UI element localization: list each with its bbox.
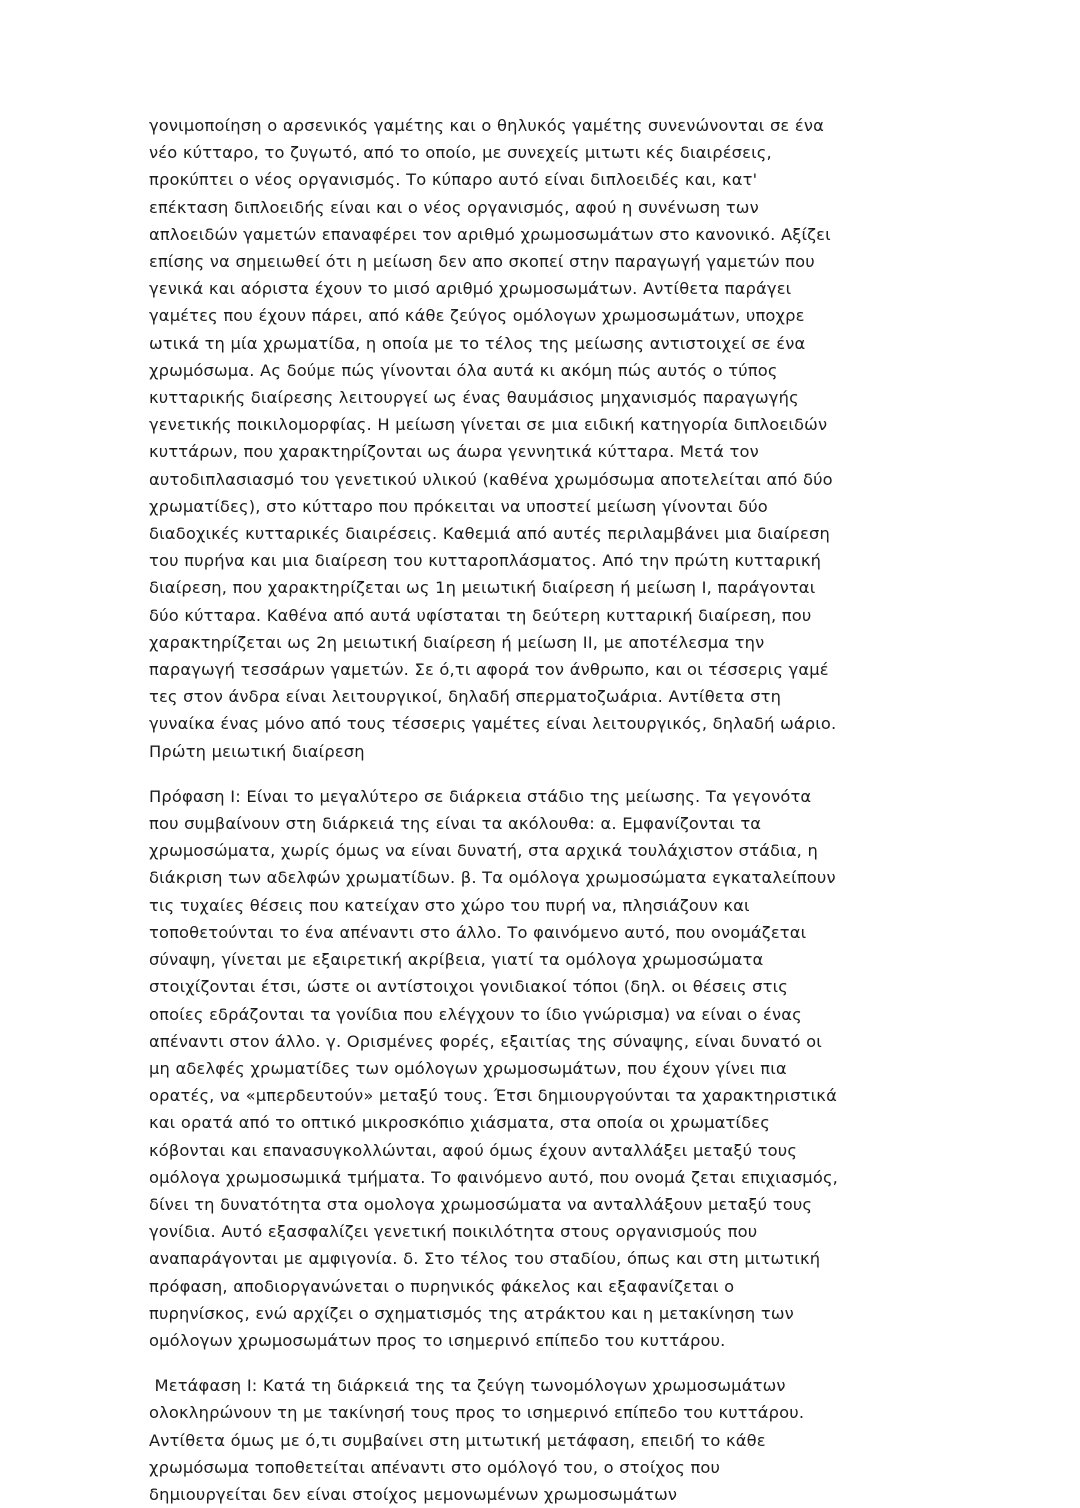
paragraph-3: Μετάφαση I: Κατά τη διάρκειά της τα ζεύγη τωνομόλογων χρωμοσωμάτων ολοκληρώνουν τη με τακίνησή τους προς το ισημερινό επίπεδο του κυττάρου. Αντίθετα όμως με ό,τι συμβαίνει στη μιτωτική μετάφαση, επειδή το κάθε χρωμόσωμα τοποθετείται απέναντι στο ομόλογό του, ο στοίχος που δημιουργείται δεν είναι στοίχος μεμονωμένων χρωμοσωμάτων: [149, 1376, 810, 1504]
paragraph-2: Πρόφαση I: Είναι το μεγαλύτερο σε διάρκεια στάδιο της μείωσης. Τα γεγονότα που συμβαίνουν στη διάρκειά της είναι τα ακόλουθα: α. Εμφανίζονται τα χρωμοσώματα, χωρίς όμως να είναι δυνατή, στα αρχικά τουλάχιστον στάδια, η διάκριση των αδελφών χρωματίδων. β. Τα ομόλογα χρωμοσώματα εγκαταλείπουν τις τυχαίες θέσεις που κατείχαν στο χώρο του πυρή να, πλησιάζουν και τοποθετούνται το ένα απέναντι στο άλλο. Το φαινόμενο αυτό, που ονομάζεται σύναψη, γίνεται με εξαιρετική ακρίβεια, γιατί τα ομόλογα χρωμοσώματα στοιχίζονται έτσι, ώστε οι αντίστοιχοι γονιδιακοί τόποι (δηλ. οι θέσεις στις οποίες εδράζονται τα γονίδια που ελέγχουν το ίδιο γνώρισμα) να είναι ο ένας απέναντι στον άλλο. γ. Ορισμένες φορές, εξαιτίας της σύναψης, είναι δυνατό οι μη αδελφές χρωματίδες των ομόλογων χρωμοσωμάτων, που έχουν γίνει πια ορατές, να «μπερδευτούν» μεταξύ τους. Έτσι δημιουργούνται τα χαρακτηριστικά και ορατά από το οπτικό μικροσκόπιο χιάσματα, στα οποία οι χρωματίδες κόβονται και επανασυγκολλώνται, αφού όμως έχουν ανταλλάξει μεταξύ τους ομόλογα χρωμοσωμικά τμήματα. Το φαινόμενο αυτό, που ονομά ζεται επιχιασμός, δίνει τη δυνατότητα στα ομολογα χρωμοσώματα να ανταλλάξουν μεταξύ τους γονίδια. Αυτό εξασφαλίζει γενετική ποικιλότητα στους οργανισμούς που αναπαράγονται με αμφιγονία. δ. Στο τέλος του σταδίου, όπως και στη μιτωτική πρόφαση, αποδιοργανώνεται ο πυρηνικός φάκελος και εξαφανίζεται ο πυρηνίσκος, ενώ αρχίζει ο σχηματισμός της ατράκτου και η μετακίνηση των ομόλογων χρωμοσωμάτων προς το ισημερινό επίπεδο του κυττάρου.: [149, 786, 844, 1350]
document-text-body: [149, 112, 844, 1508]
paragraph-1: γονιμοποίηση ο αρσενικός γαμέτης και ο θηλυκός γαμέτης συνενώνονται σε ένα νέο κύτταρο, το ζυγωτό, από το οποίο, με συνεχείς μιτωτι κές διαιρέσεις, προκύπτει ο νέος οργανισμός. Το κύπαρο αυτό είναι διπλοειδές και, κατ' επέκταση διπλοειδής είναι και ο νέος οργανισμός, αφού η συνένωση των απλοειδών γαμετών επαναφέρει τον αριθμό χρωμοσωμάτων στο κανονικό. Αξίζει επίσης να σημειωθεί ότι η μείωση δεν απο σκοπεί στην παραγωγή γαμετών που γενικά και αόριστα έχουν το μισό αριθμό χρωμοσωμάτων. Αντίθετα παράγει γαμέτες που έχουν πάρει, από κάθε ζεύγος ομόλογων χρωμοσωμάτων, υποχρε ωτικά τη μία χρωματίδα, η οποία με το τέλος της μείωσης αντιστοιχεί σε ένα χρωμόσωμα. Ας δούμε πώς γίνονται όλα αυτά κι ακόμη πώς αυτός ο τύπος κυτταρικής διαίρεσης λειτουργεί ως ένας θαυμάσιος μηχανισμός παραγωγής γενετικής ποικιλομορφίας. Η μείωση γίνεται σε μια ειδική κατηγορία διπλοειδών κυττάρων, που χαρακτηρίζονται ως άωρα γεννητικά κύτταρα. Μετά τον αυτοδιπλασιασμό του γενετικού υλικού (καθένα χρωμόσωμα αποτελείται από δύο χρωματίδες), στο κύτταρο που πρόκειται να υποστεί μείωση γίνονται δύο διαδοχικές κυτταρικές διαιρέσεις. Καθεμιά από αυτές περιλαμβάνει μια διαίρεση του πυρήνα και μια διαίρεση του κυτταροπλάσματος. Από την πρώτη κυτταρική διαίρεση, που χαρακτηρίζεται ως 1η μειωτική διαίρεση ή μείωση I, παράγονται δύο κύτταρα. Καθένα από αυτά υφίσταται τη δεύτερη κυτταρική διαίρεση, που χαρακτηρίζεται ως 2η μειωτική διαίρεση ή μείωση II, με αποτέλεσμα την παραγωγή τεσσάρων γαμετών. Σε ό,τι αφορά τον άνθρωπο, και οι τέσσερις γαμέ τες στον άνδρα είναι λειτουργικοί, δηλαδή σπερματοζωάρια. Αντίθετα στη γυναίκα ένας μόνο από τους τέσσερις γαμέτες είναι λειτουργικός, δηλαδή ωάριο. Πρώτη μειωτική διαίρεση: [149, 116, 842, 761]
